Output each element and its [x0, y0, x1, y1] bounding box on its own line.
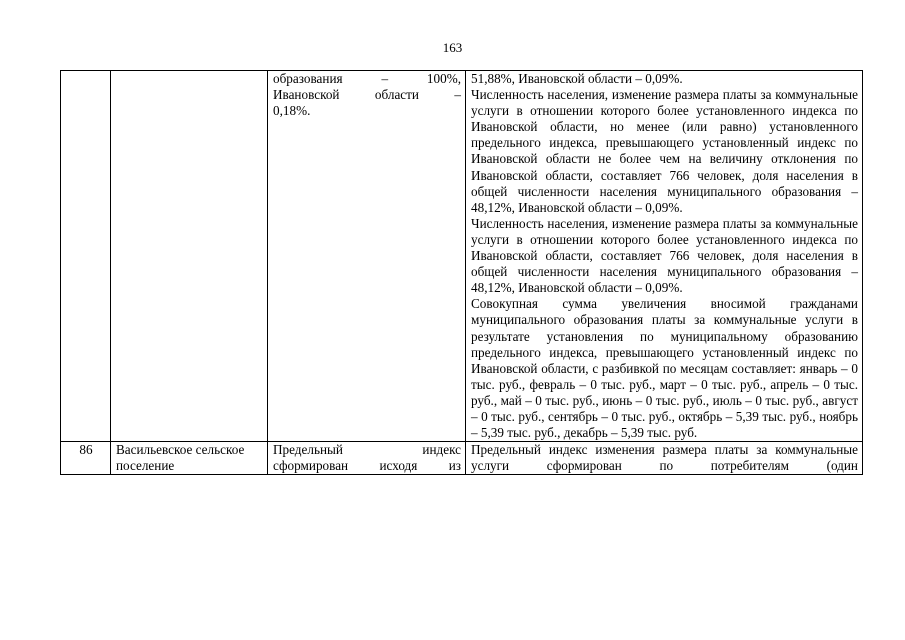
col3-text: образования	[273, 71, 343, 86]
paragraph: Численность населения, изменение размера платы за коммунальные услуги в отношении которого более установленного индекса по Ивановской области, но менее (или равно) установленного предельного индекса, превышающего установленный индекс по Ивановской области не более чем на величину отклонения по Ивановской области, составляет 766 человек, доля населения в общей численности населения муниципального образования – 48,12%, Ивановской области – 0,09%.	[471, 87, 858, 215]
table-row-continuation	[61, 71, 863, 442]
municipality-cell: Васильевское сельское поселение	[111, 442, 268, 475]
justification-cell	[466, 71, 863, 442]
data-table	[60, 70, 863, 475]
row-number-cell: 86	[61, 442, 111, 475]
col3-text: Предельный	[273, 442, 343, 458]
col3-text: Ивановской	[273, 87, 340, 103]
paragraph: Предельный индекс изменения размера платы за коммунальные услуги сформирован по потребителям (один	[471, 442, 858, 474]
municipality-cell	[111, 71, 268, 442]
col3-text: исходя	[379, 458, 418, 474]
paragraph: Численность населения, изменение размера платы за коммунальные услуги в отношении которого более установленного индекса по Ивановской области, составляет 766 человек, доля населения в общей численности населения муниципального образования – 48,12%, Ивановской области – 0,09%.	[471, 215, 858, 296]
justification-cell	[466, 442, 863, 475]
paragraph: 51,88%, Ивановской области – 0,09%.	[471, 71, 683, 86]
table-row-86	[61, 442, 863, 475]
index-basis-cell	[268, 442, 466, 475]
col3-text: –	[381, 71, 389, 86]
page-number: 163	[442, 40, 463, 55]
index-basis-cell	[268, 71, 466, 442]
col3-text: 0,18%.	[273, 103, 311, 119]
row-number-cell	[61, 71, 111, 442]
col3-text: из	[448, 458, 461, 474]
col3-text: –	[454, 87, 461, 103]
col3-text: 100%,	[426, 71, 461, 86]
col3-text: сформирован	[273, 458, 349, 474]
col3-text: индекс	[422, 442, 461, 458]
paragraph: Совокупная сумма увеличения вносимой гражданами муниципального образования платы за коммунальные услуги в результате установления по муниципальному образованию предельного индекса, превышающего установленный индекс по Ивановской области, с разбивкой по месяцам составляет: январь – 0 тыс. руб., февраль – 0 тыс. руб., март – 0 тыс. руб., апрель – 0 тыс. руб., май – 0 тыс. руб., июнь – 0 тыс. руб., июль – 0 тыс. руб., август – 0 тыс. руб., сентябрь – 0 тыс. руб., октябрь – 5,39 тыс. руб., ноябрь – 5,39 тыс. руб., декабрь – 5,39 тыс. руб.	[471, 296, 858, 441]
col3-text: области	[374, 87, 419, 103]
